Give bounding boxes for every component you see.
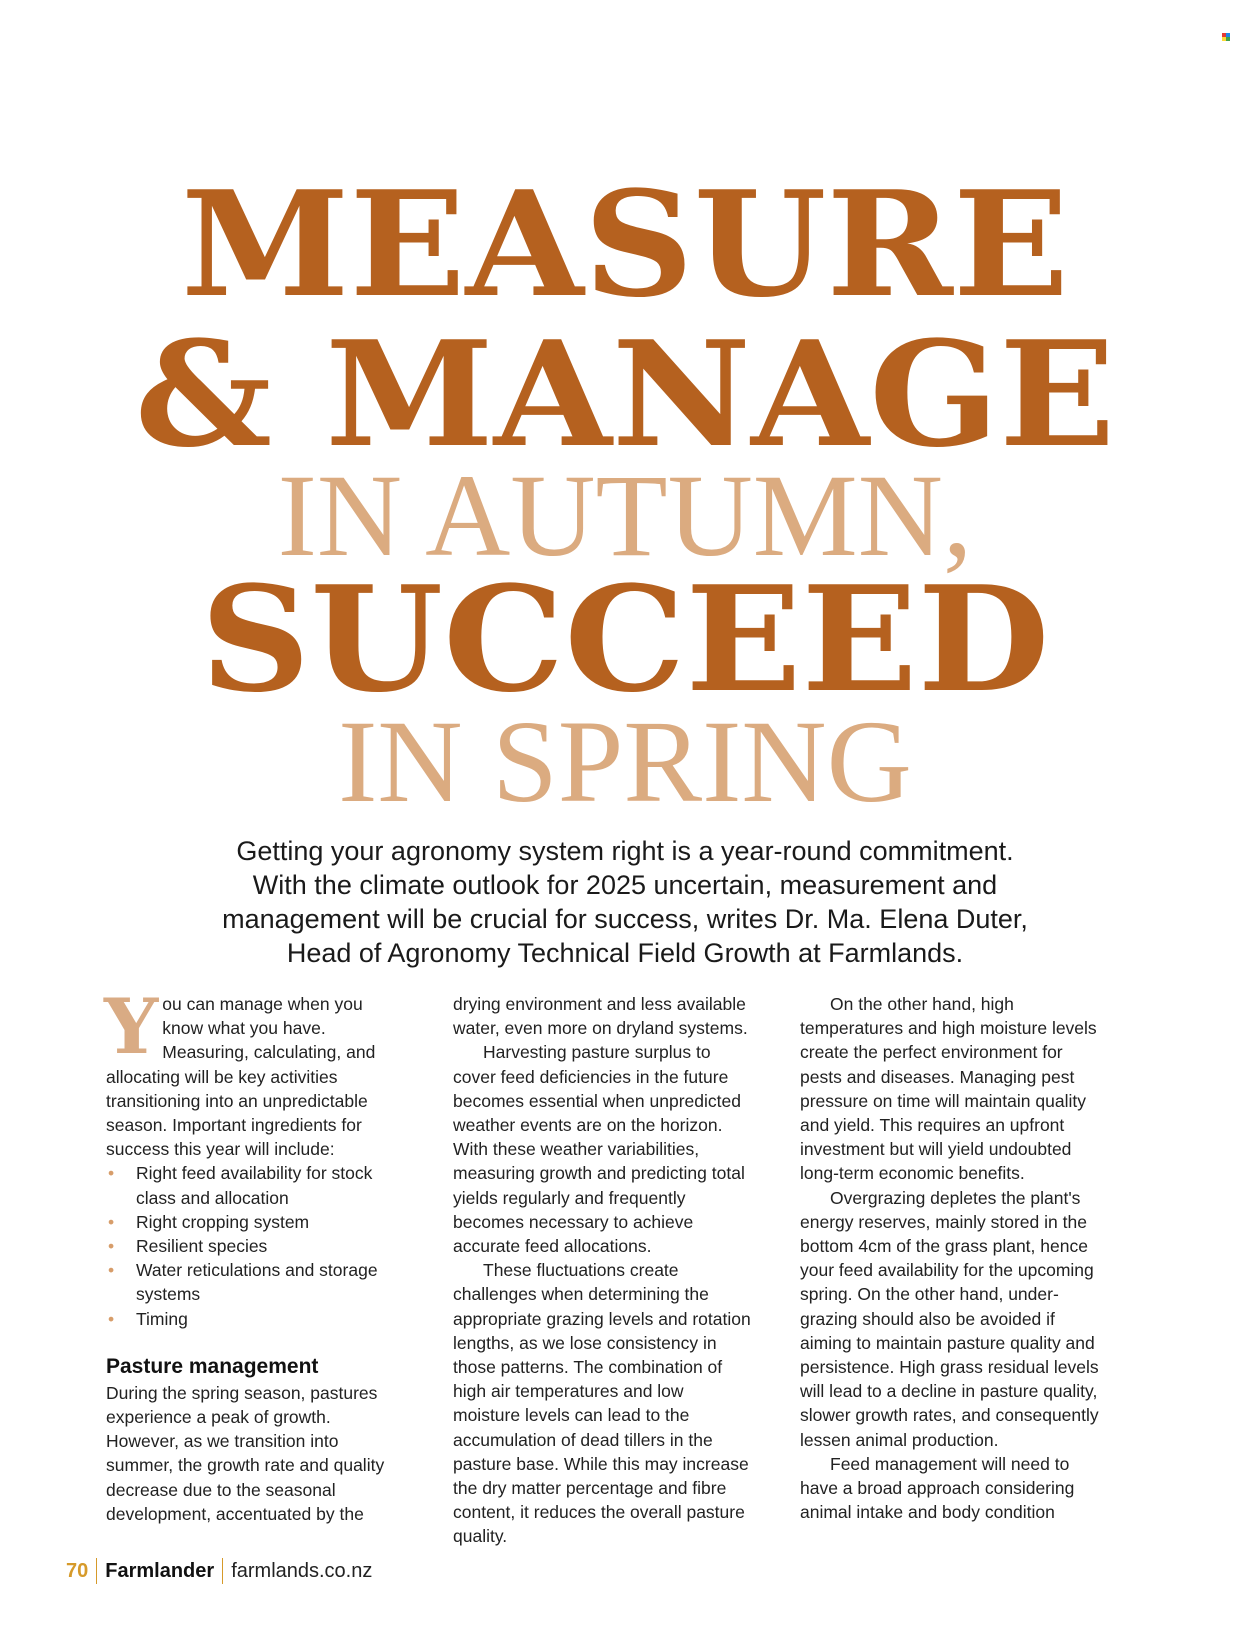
body-paragraph: Feed management will need to have a broad approach considering animal intake and body condition bbox=[800, 1453, 1075, 1523]
registration-mark-icon bbox=[1222, 33, 1230, 41]
list-item-text: Timing bbox=[136, 1308, 188, 1329]
website-url: farmlands.co.nz bbox=[231, 1560, 373, 1582]
list-item-text: Right cropping system bbox=[136, 1211, 310, 1232]
headline-measure: MEASURE bbox=[180, 160, 1070, 330]
section-heading: Pasture management bbox=[106, 1354, 319, 1378]
list-item-text: Right feed availability for stock class and allocation bbox=[136, 1163, 373, 1208]
footer-divider bbox=[222, 1558, 223, 1584]
publication-name: Farmlander bbox=[105, 1560, 215, 1582]
standfirst bbox=[120, 834, 1130, 970]
list-item bbox=[106, 1234, 406, 1258]
headline-manage: & MANAGE bbox=[134, 310, 1116, 480]
bullet-icon: • bbox=[108, 1211, 115, 1232]
headline-in-spring: IN SPRING bbox=[338, 696, 912, 827]
bullet-icon: • bbox=[108, 1308, 115, 1329]
body-paragraph: Overgrazing depletes the plant's energy reserves, mainly stored in the bottom 4cm of the grass plant, hence your feed availability for the upcoming spring. On the other hand, under-grazing should also be avoided if aiming to maintain pasture quality and persistence. High grass residual levels will lead to a decline in pasture quality, slower growth rates, and consequently lessen animal production. bbox=[800, 1187, 1099, 1450]
body-paragraph: On the other hand, high temperatures and high moisture levels create the perfect environment for pests and diseases. Managing pest pressure on time will maintain quality and yield. This requires an upfront investment but will yield undoubted long-term economic benefits. bbox=[800, 994, 1097, 1184]
list-item-text: Resilient species bbox=[136, 1236, 268, 1257]
list-item bbox=[106, 1258, 406, 1306]
page-footer bbox=[66, 1558, 372, 1584]
ingredients-list bbox=[106, 1161, 406, 1330]
footer-divider bbox=[96, 1558, 97, 1584]
standfirst-line: management will be crucial for success, writes Dr. Ma. Elena Duter, bbox=[222, 904, 1028, 934]
body-paragraph: drying environment and less available water, even more on dryland systems. bbox=[453, 994, 748, 1039]
list-item bbox=[106, 1161, 406, 1209]
bullet-icon: • bbox=[108, 1163, 115, 1184]
intro-paragraph bbox=[104, 982, 406, 1161]
bullet-icon: • bbox=[108, 1260, 115, 1281]
body-paragraph: Harvesting pasture surplus to cover feed deficiencies in the future becomes essential when unpredicted weather events are on the horizon. With these weather variabilities, measuring growth and predicting total yields regularly and frequently becomes necessary to achieve accurate feed allocations. bbox=[453, 1042, 745, 1257]
intro-text: ou can manage when you know what you have. Measuring, calculating, and allocating will be key activities transitioning into an unpredictable season. Important ingredients for success this year will include: bbox=[106, 994, 376, 1160]
list-item-text: Water reticulations and storage systems bbox=[136, 1260, 378, 1305]
drop-cap: Y bbox=[104, 982, 159, 1071]
column-2 bbox=[453, 992, 753, 1549]
standfirst-line: With the climate outlook for 2025 uncertain, measurement and bbox=[252, 870, 998, 900]
standfirst-line: Getting your agronomy system right is a year-round commitment. bbox=[236, 836, 1014, 866]
bullet-icon: • bbox=[108, 1236, 115, 1257]
body-paragraph: These fluctuations create challenges when determining the appropriate grazing levels and rotation lengths, as we lose consistency in those patterns. The combination of high air temperatures and low moisture levels can lead to the accumulation of dead tillers in the pasture base. While this may increase the dry matter percentage and fibre content, it reduces the overall pasture quality. bbox=[453, 1260, 751, 1547]
list-item bbox=[106, 1210, 406, 1234]
column-1 bbox=[104, 982, 406, 1526]
headline-succeed: SUCCEED bbox=[200, 555, 1050, 725]
list-item bbox=[106, 1307, 406, 1331]
body-paragraph: During the spring season, pastures experience a peak of growth. However, as we transition into summer, the growth rate and quality decrease due to the seasonal development, accentuated by the bbox=[106, 1382, 385, 1524]
page-number: 70 bbox=[66, 1560, 89, 1582]
standfirst-line: Head of Agronomy Technical Field Growth at Farmlands. bbox=[286, 938, 964, 968]
column-3 bbox=[800, 992, 1100, 1524]
headline-in-autumn: IN AUTUMN, bbox=[277, 450, 973, 581]
